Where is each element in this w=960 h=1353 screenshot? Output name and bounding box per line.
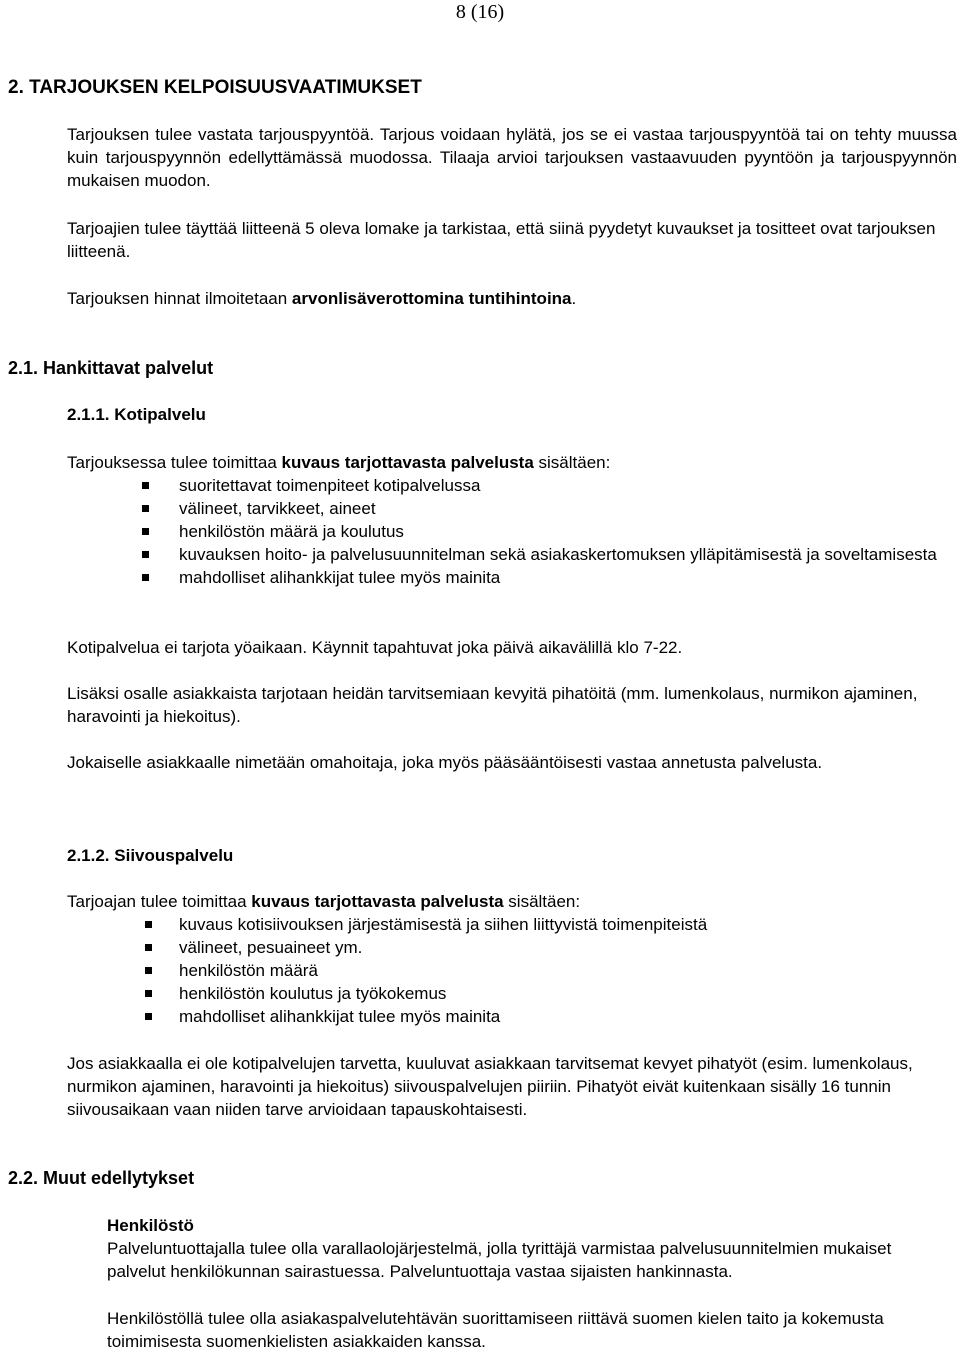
- section-heading-2: 2. TARJOUKSEN KELPOISUUSVAATIMUKSET: [8, 77, 422, 98]
- list-item: suoritettavat toimenpiteet kotipalvelussa: [179, 474, 949, 497]
- kotipalvelu-emphasis: kuvaus tarjottavasta palvelusta: [281, 453, 534, 472]
- paragraph-standby-system: Palveluntuottajalla tulee olla varallaolojärjestelmä, jolla tyrittäjä varmistaa palvelusuunnitelmien mukaiset palvelut henkilökunnan sairastuessa. Palveluntuottaja vastaa sijaisten hankinnasta.: [107, 1239, 892, 1281]
- list-item: mahdolliset alihankkijat tulee myös mainita: [179, 1005, 949, 1028]
- paragraph-siivous-intro: Tarjoajan tulee toimittaa kuvaus tarjottavasta palvelusta sisältäen:: [67, 892, 581, 911]
- paragraph-siivous-yard: Jos asiakkaalla ei ole kotipalvelujen tarvetta, kuuluvat asiakkaan tarvitsemat kevyet pihatyöt (esim. lumenkolaus, nurmikon ajaminen, haravointi ja hiekoitus) siivouspalvelujen piiriin. Pihatyöt eivät kuitenkaan sisälly 16 tunnin siivousaikaan vaan niiden tarve arvioidaan tapauskohtaisesti.: [67, 1054, 913, 1119]
- section-heading-2-1-1: 2.1.1. Kotipalvelu: [67, 405, 206, 424]
- section-heading-2-2: 2.2. Muut edellytykset: [8, 1168, 195, 1188]
- list-item: henkilöstön määrä ja koulutus: [179, 520, 949, 543]
- kotipalvelu-bullet-list: [179, 474, 949, 589]
- siivous-bullet-list: [179, 913, 949, 1028]
- prices-emphasis: arvonlisäverottomina tuntihintoina: [291, 289, 572, 308]
- section-heading-2-1: 2.1. Hankittavat palvelut: [8, 358, 214, 378]
- list-item: välineet, tarvikkeet, aineet: [179, 497, 949, 520]
- paragraph-kotipalvelu-intro: Tarjouksessa tulee toimittaa kuvaus tarjottavasta palvelusta sisältäen:: [67, 453, 611, 472]
- subheading-henkilosto: Henkilöstö: [107, 1216, 194, 1235]
- paragraph-attachment-form: Tarjoajien tulee täyttää liitteenä 5 oleva lomake ja tarkistaa, että siinä pyydetyt kuvaukset ja tositteet ovat tarjouksen liitteenä.: [67, 219, 936, 261]
- list-item: välineet, pesuaineet ym.: [179, 936, 949, 959]
- list-item: henkilöstön koulutus ja työkokemus: [179, 982, 949, 1005]
- siivous-emphasis: kuvaus tarjottavasta palvelusta: [251, 892, 504, 911]
- paragraph-offer-requirements: Tarjouksen tulee vastata tarjouspyyntöä. Tarjous voidaan hylätä, jos se ei vastaa tarjouspyyntöä tai on tehty muussa kuin tarjouspyynnön edellyttämässä muodossa. Tilaaja arvioi tarjouksen vastaavuuden pyyntöön ja tarjouspyynnön mukaisen muodon.: [67, 125, 957, 190]
- page-number: 8 (16): [455, 1, 505, 23]
- paragraph-kotipalvelu-nurse: Jokaiselle asiakkaalle nimetään omahoitaja, joka myös pääsääntöisesti vastaa annetusta palvelusta.: [67, 753, 823, 772]
- list-item: mahdolliset alihankkijat tulee myös mainita: [179, 566, 949, 589]
- list-item: henkilöstön määrä: [179, 959, 949, 982]
- paragraph-language-skills: Henkilöstöllä tulee olla asiakaspalvelutehtävän suorittamiseen riittävä suomen kielen taito ja kokemusta toimimisesta suomenkielisten asiakkaiden kanssa.: [107, 1309, 884, 1351]
- paragraph-prices: Tarjouksen hinnat ilmoitetaan arvonlisäverottomina tuntihintoina.: [67, 289, 577, 308]
- list-item: kuvaus kotisiivouksen järjestämisestä ja siihen liittyvistä toimenpiteistä: [179, 913, 949, 936]
- paragraph-kotipalvelu-hours: Kotipalvelua ei tarjota yöaikaan. Käynnit tapahtuvat joka päivä aikavälillä klo 7-22.: [67, 638, 683, 657]
- section-heading-2-1-2: 2.1.2. Siivouspalvelu: [67, 846, 234, 865]
- paragraph-kotipalvelu-yard: Lisäksi osalle asiakkaista tarjotaan heidän tarvitsemiaan kevyitä pihatöitä (mm. lumenkolaus, nurmikon ajaminen, haravointi ja hiekoitus).: [67, 684, 918, 726]
- list-item: kuvauksen hoito- ja palvelusuunnitelman sekä asiakaskertomuksen ylläpitämisestä ja soveltamisesta: [179, 543, 949, 566]
